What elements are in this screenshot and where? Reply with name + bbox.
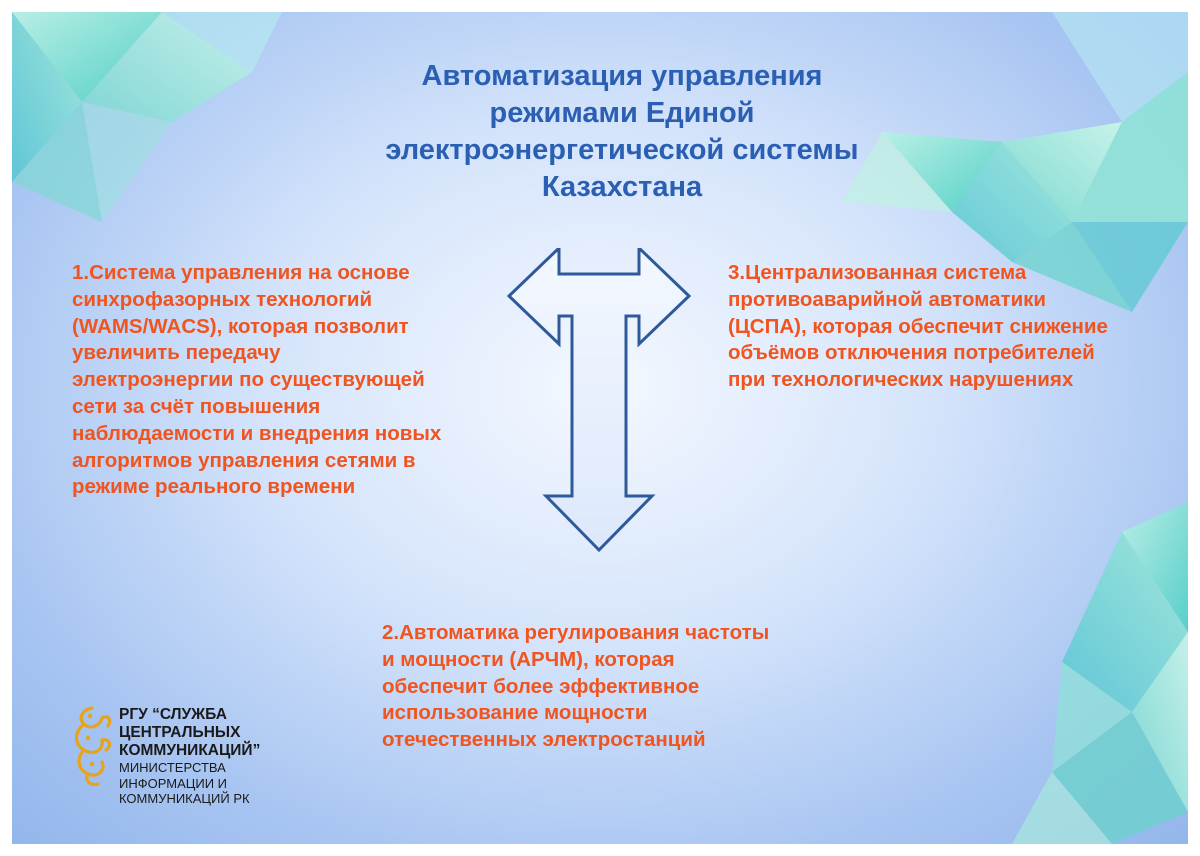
item-cspa: 3.Централизованная система противоаварийной автоматики (ЦСПА), которая обеспечит снижение объёмов отключения потребителей при технологических нарушениях (728, 261, 1108, 392)
page-title: Автоматизация управления режимами Единой электроэнергетической системы Казахстана (385, 60, 859, 203)
slide (12, 12, 1188, 844)
item-wams-wacs: 1.Система управления на основе синхрофазорных технологий (WAMS/WACS), которая позволит увеличить передачу электроэнергии по существующей сети за счёт повышения наблюдаемости и внедрения новых алгоритмов управления сетями в режиме реального времени (72, 261, 442, 499)
organization-logo-text (119, 706, 260, 807)
logo-line: ЦЕНТРАЛЬНЫХ (119, 724, 241, 741)
logo-line: КОММУНИКАЦИЙ РК (119, 791, 250, 806)
snow-leopard-logo-icon (66, 702, 116, 788)
logo-line: КОММУНИКАЦИЙ” (119, 742, 261, 759)
logo-line: РГУ “СЛУЖБА (119, 706, 227, 723)
t-arrow-icon (504, 248, 704, 558)
item-archm: 2.Автоматика регулирования частоты и мощности (АРЧМ), которая обеспечит более эффективное использование мощности отечественных электростанций (382, 621, 770, 752)
logo-line: ИНФОРМАЦИИ И (119, 775, 228, 791)
logo-line: МИНИСТЕРСТВА (119, 760, 226, 775)
